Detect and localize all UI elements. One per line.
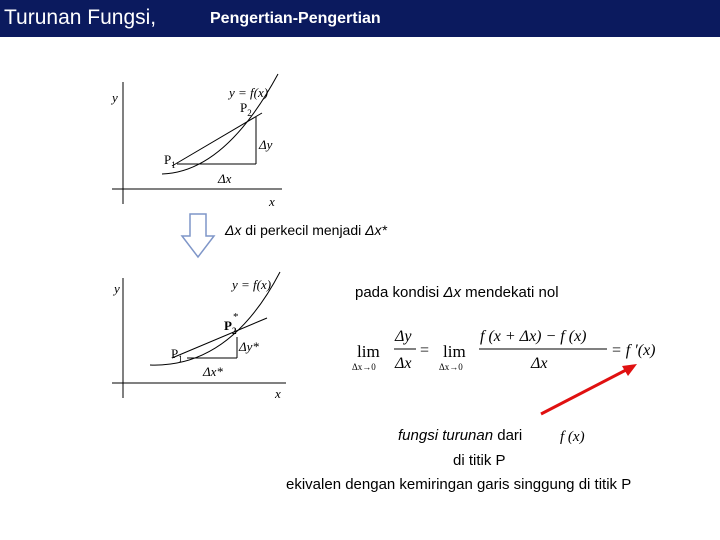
shrink-note: [225, 222, 387, 238]
limit-statement: [355, 284, 559, 301]
statement-text: pada kondisi: [355, 284, 444, 301]
graph2-y-label: y: [114, 281, 120, 296]
graph1-dy-label: Δy: [259, 137, 273, 152]
caption-rest: dari: [493, 427, 523, 444]
caption-line-3: ekivalen dengan kemiringan garis singgung di titik P: [286, 476, 632, 493]
formula-num-1: Δy: [395, 328, 412, 345]
graph2-dy-label: Δy*: [239, 339, 259, 354]
graph2-p1-label: [171, 346, 183, 364]
down-arrow-icon: [182, 214, 214, 257]
graph1-secant-line: [172, 113, 262, 166]
graph2-dx-label: Δx*: [203, 364, 223, 379]
formula-lim-2: lim: [443, 342, 466, 361]
graph2-x-label: x: [275, 386, 281, 401]
graph-top: [110, 74, 282, 209]
graph2-p1-subscript: 1: [178, 354, 183, 364]
caption-fx: f (x): [560, 429, 585, 445]
graph1-p1-subscript: 1: [171, 160, 176, 170]
formula-lim-2-sub: Δx→0: [439, 362, 463, 372]
red-arrow-icon: [541, 370, 626, 414]
derivative-formula: [352, 328, 656, 372]
graph1-p1-label: [164, 152, 176, 170]
graph1-p1-letter: P: [164, 152, 172, 167]
formula-lim-1: lim: [357, 342, 380, 361]
graph2-p2-star: *: [233, 311, 239, 323]
graph1-p2-label: [240, 100, 252, 118]
caption-italic: fungsi turunan: [398, 427, 494, 444]
formula-num-2: f (x + Δx) − f (x): [480, 328, 587, 345]
graph1-dx-label: Δx: [218, 171, 232, 186]
graph1-curve-label: y = f(x): [229, 85, 269, 100]
graph2-p2-subscript: 2: [231, 326, 237, 336]
statement-tail: mendekati nol: [460, 284, 559, 301]
formula-den-1: Δx: [395, 355, 412, 372]
shrink-note-text: di perkecil menjadi: [241, 222, 366, 238]
shrink-note-dx: Δx: [225, 222, 242, 238]
graph1-y-label: y: [112, 90, 118, 105]
graph1-p2-letter: P: [240, 100, 248, 115]
formula-equals: =: [420, 342, 430, 359]
formula-lim-1-sub: Δx→0: [352, 362, 376, 372]
page-title: Turunan Fungsi,: [4, 6, 157, 29]
page-subtitle: Pengertian-Pengertian: [210, 10, 381, 27]
graph2-p2-letter: P: [224, 318, 232, 333]
graph2-curve-label: y = f(x): [232, 277, 272, 292]
caption-line-1: [398, 427, 522, 444]
shrink-note-dxstar: Δx*: [365, 222, 387, 238]
graph1-p2-subscript: 2: [247, 108, 252, 118]
caption-line-2: di titik P: [453, 452, 506, 469]
statement-var: Δx: [443, 284, 461, 301]
graph2-p1-letter: P: [171, 346, 179, 361]
formula-den-2: Δx: [531, 355, 548, 372]
graph-bottom: [112, 272, 286, 401]
formula-result: = f ′(x): [611, 342, 656, 359]
graph1-x-label: x: [269, 194, 275, 209]
